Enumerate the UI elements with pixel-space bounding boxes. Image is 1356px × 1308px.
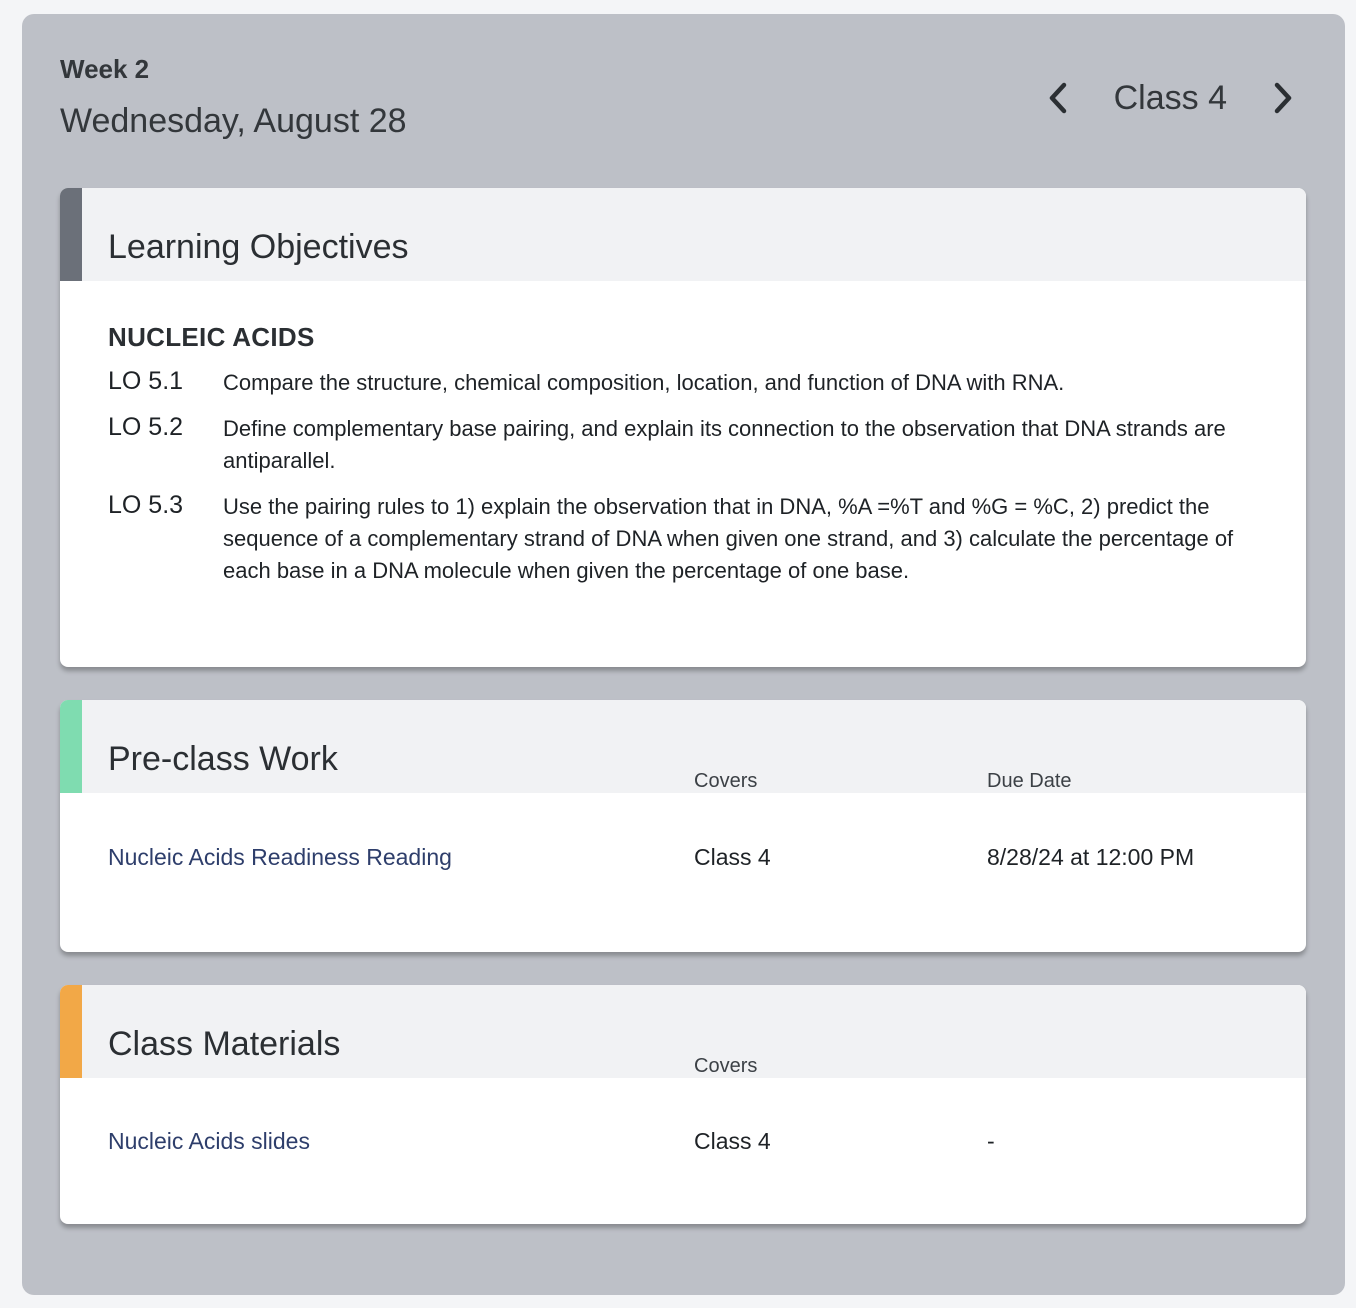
objective-item (108, 413, 1278, 477)
objective-item (108, 491, 1278, 587)
card-accent-bar (60, 700, 82, 793)
objective-item (108, 367, 1278, 399)
objective-code: LO 5.2 (108, 413, 184, 441)
previous-class-button[interactable] (1038, 76, 1078, 120)
covers-column-header: Covers (694, 770, 758, 792)
next-class-button[interactable] (1263, 76, 1303, 120)
class-navigator (1038, 76, 1303, 120)
card-title: Pre-class Work (108, 740, 338, 778)
class-materials-card (60, 985, 1306, 1224)
class-day-panel (22, 14, 1345, 1295)
pre-class-work-card (60, 700, 1306, 952)
week-label: Week 2 (60, 54, 150, 84)
covers-value: Class 4 (694, 1128, 771, 1154)
class-title: Class 4 (1113, 78, 1227, 117)
chevron-left-icon (1046, 81, 1070, 115)
objective-section-title: NUCLEIC ACIDS (108, 322, 315, 352)
assignment-link[interactable]: Nucleic Acids Readiness Reading (108, 844, 452, 870)
due-date-column-header: Due Date (987, 770, 1072, 792)
covers-column-header: Covers (694, 1055, 758, 1077)
due-date-value: - (987, 1128, 995, 1154)
class-materials-header (60, 985, 1306, 1078)
card-accent-bar (60, 188, 82, 281)
chevron-right-icon (1271, 81, 1295, 115)
card-title: Class Materials (108, 1025, 341, 1063)
card-accent-bar (60, 985, 82, 1078)
learning-objectives-card (60, 188, 1306, 667)
learning-objectives-header (60, 188, 1306, 281)
objective-text: Define complementary base pairing, and explain its connection to the observation that DNA strands are antiparallel. (223, 416, 1226, 473)
objective-code: LO 5.1 (108, 367, 184, 395)
objective-code: LO 5.3 (108, 491, 184, 519)
date-label: Wednesday, August 28 (60, 102, 407, 140)
card-title: Learning Objectives (108, 228, 409, 266)
learning-objectives-body (108, 322, 1278, 587)
objective-text: Compare the structure, chemical composition, location, and function of DNA with RNA. (223, 370, 1065, 395)
objective-text: Use the pairing rules to 1) explain the observation that in DNA, %A =%T and %G = %C, 2) predict the sequence of a complementary strand of DNA when given one strand, and 3) calculate the percentage of each base in a DNA molecule when given the percentage of one base. (223, 494, 1234, 583)
pre-class-work-header (60, 700, 1306, 793)
material-link[interactable]: Nucleic Acids slides (108, 1128, 310, 1154)
due-date-value: 8/28/24 at 12:00 PM (987, 844, 1195, 870)
covers-value: Class 4 (694, 844, 771, 870)
